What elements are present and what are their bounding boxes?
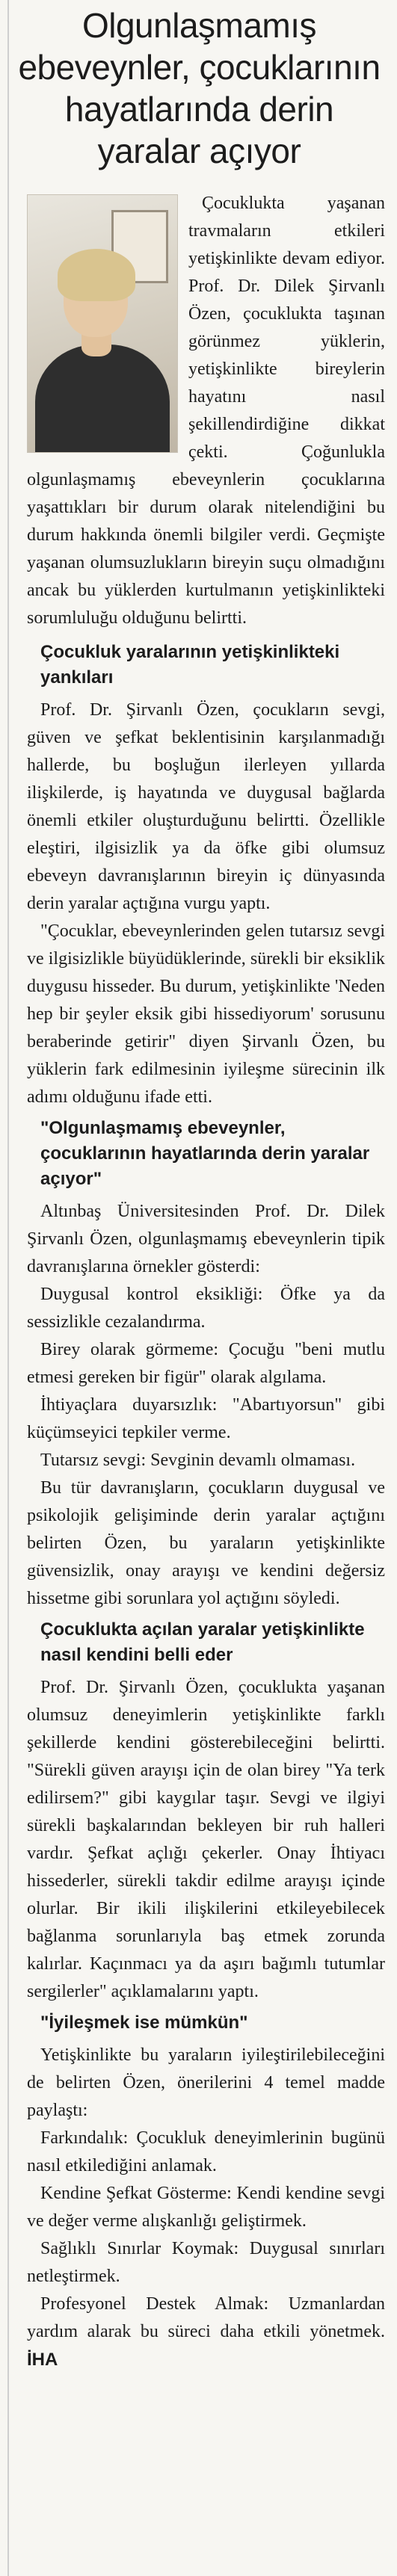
intro-paragraph: Çocuklukta yaşanan travmaların etkileri yetişkinlikte devam ediyor. Prof. Dr. Dilek Şirvanlı Özen, çocuklukta taşınan görünmez yüklerin, yetişkinlikte bireylerin hayatını nasıl şekillendirdiğine dikkat çekti. Çoğunlukla olgunlaşmamış ebeveynlerin çocuklarına yaşattıkları bir durum olarak nitelendiğini bu durum hakkında önemli bilgiler verdi. Geçmişte yaşanan olumsuzlukların bireyin suçu olmadığını ancak bu yüklerden kurtulmanın yetişkinlikteki sorumluluğu olduğunu belirtti. bbox=[27, 194, 385, 628]
section4-paragraph: Sağlıklı Sınırlar Koymak: Duygusal sınırları netleştirmek. bbox=[27, 2239, 385, 2286]
agency-credit: İHA bbox=[27, 2350, 58, 2370]
woman-portrait-photo-icon bbox=[27, 194, 178, 453]
section4-last-text: Profesyonel Destek Almak: Uzmanlardan yardım alarak bu süreci daha etkili yönetmek. bbox=[27, 2294, 385, 2341]
section1-paragraph: Prof. Dr. Şirvanlı Özen, çocukların sevgi, güven ve şefkat beklentisinin karşılanmadığı hallerde, bu boşluğun ilerleyen yıllarda ilişkilerde, iş hayatında ve duygusal bağlarda önemli etkiler oluşturduğunu belirtti. Özellikle eleştiri, ilgisizlik ya da öfke gibi olumsuz ebeveyn davranışlarının bireyin iç dünyasında derin yaralar açtığına vurgu yaptı. bbox=[27, 700, 385, 913]
section4-paragraph bbox=[27, 2291, 385, 2374]
section4-paragraph: Yetişkinlikte bu yaraların iyileştirilebileceğini de belirten Özen, önerilerini 4 temel madde paylaştı: bbox=[27, 2045, 385, 2120]
section4-heading: "İyileşmek ise mümkün" bbox=[40, 2013, 248, 2033]
section3-paragraph: Prof. Dr. Şirvanlı Özen, çocuklukta yaşanan olumsuz deneyimlerin yetişkinlikte farklı şekillerde kendini gösterebileceğini belirtti. "Sürekli güven arayışı için de olan birey "Ya terk edilirsem?" gibi kaygılar taşır. Sevgi ve ilgiyi sürekli başkalarından bekleyen bir ruh halleri vardır. Şefkat açlığı çekerler. Onay İhtiyacı hissederler, sürekli takdir edilme arayışı içinde olurlar. Bir ikili ilişkilerini etkileyebilecek bağlanma sorunlarıyla baş etmek zorunda kalırlar. Kaçınmacı ya da aşırı bağımlı tutumlar sergilerler" açıklamalarını yaptı. bbox=[27, 1678, 385, 2001]
section2-paragraph: Duygusal kontrol eksikliği: Öfke ya da sessizlikle cezalandırma. bbox=[27, 1285, 385, 1332]
photo-hair-shape bbox=[58, 249, 135, 301]
photo-body-shape bbox=[35, 345, 170, 453]
section3-heading: Çocuklukta açılan yaralar yetişkinlikte nasıl kendini belli eder bbox=[40, 1619, 365, 1665]
section4-paragraph: Kendine Şefkat Gösterme: Kendi kendine sevgi ve değer verme alışkanlığı geliştirmek. bbox=[27, 2184, 385, 2231]
section4-paragraph: Farkındalık: Çocukluk deneyimlerinin bugünü nasıl etkilediğini anlamak. bbox=[27, 2128, 385, 2175]
section2-paragraph: Birey olarak görmeme: Çocuğu "beni mutlu etmesi gereken bir figür" olarak algılama. bbox=[27, 1340, 385, 1387]
headline: Olgunlaşmamış ebeveynler, çocuklarının hayatlarında derin yaralar açıyor bbox=[18, 6, 381, 170]
photo-neck-shape bbox=[81, 334, 111, 356]
section2-paragraph: Bu tür davranışların, çocukların duygusal ve psikolojik gelişiminde derin yaralar açtığını belirten Özen, bu yaraların yetişkinlikte güvensizlik, onay arayışı ve kendini değersiz hissetme gibi sorunlara yol açtığını söyledi. bbox=[27, 1478, 385, 1608]
section2-paragraph: Tutarsız sevgi: Sevginin devamlı olmaması. bbox=[40, 1451, 356, 1470]
section2-paragraph: İhtiyaçlara duyarsızlık: "Abartıyorsun" gibi küçümseyici tepkiler verme. bbox=[27, 1395, 385, 1442]
section2-paragraph: Altınbaş Üniversitesinden Prof. Dr. Dilek Şirvanlı Özen, olgunlaşmamış ebeveynlerin tipik davranışlarına örnekler gösterdi: bbox=[27, 1202, 385, 1276]
section2-heading: "Olgunlaşmamış ebeveynler, çocuklarının hayatlarında derin yaralar açıyor" bbox=[40, 1118, 370, 1189]
section1-heading: Çocukluk yaralarının yetişkinlikteki yankıları bbox=[40, 642, 340, 688]
section1-paragraph: "Çocuklar, ebeveynlerinden gelen tutarsız sevgi ve ilgisizlikle büyüdüklerinde, sürekli bir eksiklik duygusu hisseder. Bu durum, yetişkinlikte 'Neden hep bir şeyler eksik gibi hissediyorum' sorusunu beraberinde getirir" diyen Şirvanlı Özen, bu yüklerin fark edilmesinin iyileşme sürecinin ilk adımı olduğunu ifade etti. bbox=[27, 921, 385, 1107]
